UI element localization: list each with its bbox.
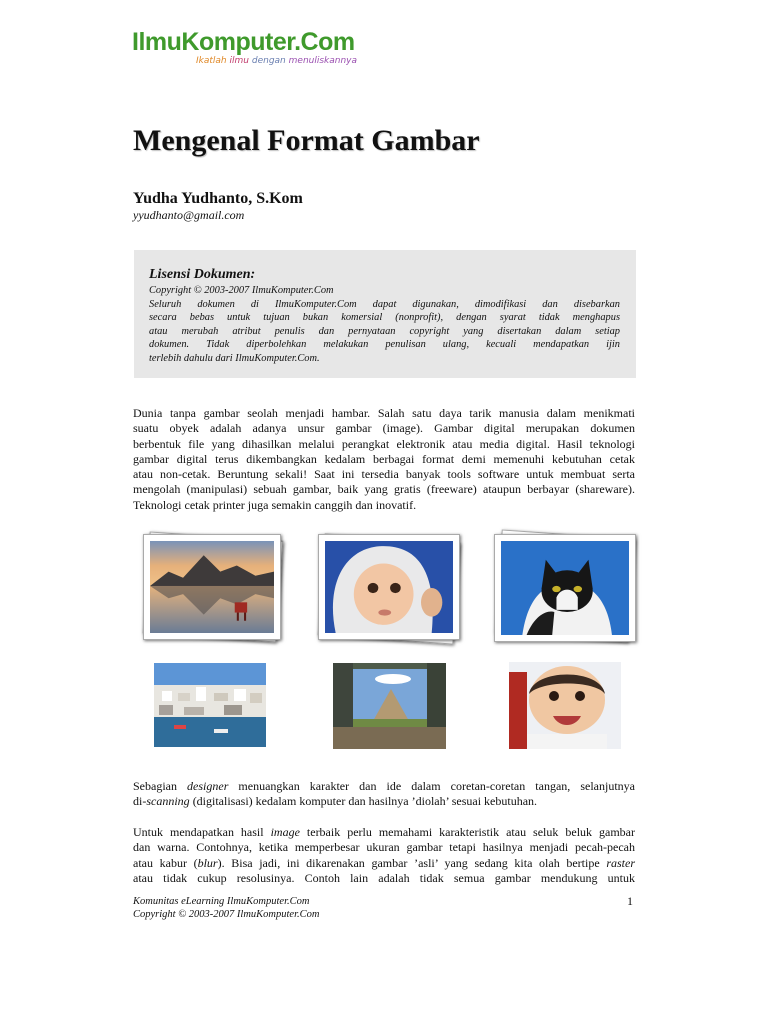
text-run: di- [133, 794, 147, 809]
license-line: Copyright © 2003-2007 IlmuKomputer.Com [149, 285, 334, 296]
license-box [134, 250, 636, 378]
page-number: 1 [627, 894, 633, 908]
logo-brand-dot: . [294, 28, 301, 56]
author-name: Yudha Yudhanto, S.Kom [133, 190, 303, 207]
emphasis: image [270, 825, 300, 839]
text-run: terbaik perlu memahami karakteristik atau seluk beluk gambar [299, 825, 635, 839]
paragraph-line: berbentuk file yang dihasilkan melalui perangkat elektronik atau media digital. Hasil teknologi [133, 436, 635, 451]
text-run: atau kabur ( [133, 855, 198, 870]
logo-tagline [196, 56, 357, 67]
license-line: secara bebas untuk tujuan bukan komersial (nonprofit), dengan syarat tidak menghapus [149, 312, 620, 324]
license-line: terlebih dahulu dari IlmuKomputer.Com. [149, 352, 320, 364]
tagline-word: dengan [251, 56, 286, 66]
license-line: Seluruh dokumen di IlmuKomputer.Com dapat digunakan, dimodifikasi dan disebarkan [149, 298, 620, 310]
license-heading: Lisensi Dokumen: [149, 267, 256, 282]
smiling-baby-photo [509, 662, 621, 749]
paragraph-line: Teknologi cetak printer juga semakin canggih dan inovatif. [133, 497, 417, 512]
tagline-word: menuliskannya [288, 56, 358, 66]
emphasis: designer [187, 779, 229, 793]
emphasis: scanning [146, 794, 190, 809]
page-footer [133, 895, 319, 921]
cat-photo [494, 534, 636, 642]
paragraph-line: atau tidak cukup resolusinya. Contoh lain adalah tidak semua gambar mendukung untuk [133, 870, 635, 885]
paragraph-line: dan warna. Contohnya, ketika memperbesar ukuran gambar tetapi hasilnya menjadi pecah-pecah [133, 840, 635, 855]
pyramid-photo [333, 663, 446, 749]
text-run: Untuk mendapatkan hasil [133, 825, 271, 839]
logo-brand-com: Com [300, 28, 355, 56]
image-quality-paragraph [133, 825, 635, 886]
text-run: ). Bisa jadi, ini dikarenakan gambar ’asli’ yang sedang kita olah bertipe [217, 855, 607, 870]
baby-bonnet-photo [318, 534, 460, 640]
logo-wordmark [132, 28, 357, 56]
author-email: yyudhanto@gmail.com [133, 208, 245, 222]
emphasis: raster [606, 855, 635, 870]
paragraph-line: mengolah (manipulasi) sebuah gambar, baik yang gratis (freeware) ataupun berbayar (shareware). [133, 482, 635, 497]
document-title: Mengenal Format Gambar [133, 124, 480, 157]
lake-mountain-photo [143, 534, 281, 640]
paragraph-line [133, 794, 635, 809]
paragraph-line: atau non-cetak. Beruntung sekali! Saat ini tersedia banyak tools software untuk membuat serta [133, 467, 635, 482]
intro-paragraph [133, 406, 635, 513]
text-run: (digitalisasi) kedalam komputer dan hasilnya ’diolah’ sesuai kebutuhan. [189, 794, 538, 809]
footer-community: Komunitas eLearning IlmuKomputer.Com [133, 896, 310, 907]
logo-brand-main: IlmuKomputer [132, 28, 295, 56]
paragraph-line: gambar digital terus dikembangkan kedalam berbagai format demi memenuhi kebutuhan cetak [133, 451, 635, 466]
harbor-town-photo [154, 663, 266, 747]
paragraph-line: suatu obyek adalah adanya unsur gambar (image). Gambar digital merupakan dokumen [133, 421, 635, 436]
text-run: Sebagian [133, 779, 188, 793]
designer-paragraph [133, 779, 635, 810]
license-line: dokumen. Tidak diperbolehkan melakukan penulisan ulang, kecuali mendapatkan ijin [149, 339, 620, 351]
paragraph-line [133, 779, 635, 794]
paragraph-line [133, 856, 635, 871]
site-logo [132, 28, 357, 67]
paragraph-line: Dunia tanpa gambar seolah menjadi hambar. Salah satu daya tarik manusia dalam menikmati [133, 406, 635, 420]
tagline-word: ilmu [229, 56, 249, 66]
tagline-word: Ikatlah [196, 56, 227, 66]
paragraph-line [133, 825, 635, 840]
text-run: menuangkan karakter dan ide dalam coretan-coretan tangan, selanjutnya [228, 779, 635, 793]
license-line: atau merubah atribut penulis dan pernyataan copyright yang disertakan dalam setiap [149, 325, 620, 337]
emphasis: blur [197, 855, 218, 870]
footer-copyright: Copyright © 2003-2007 IlmuKomputer.Com [133, 909, 320, 920]
